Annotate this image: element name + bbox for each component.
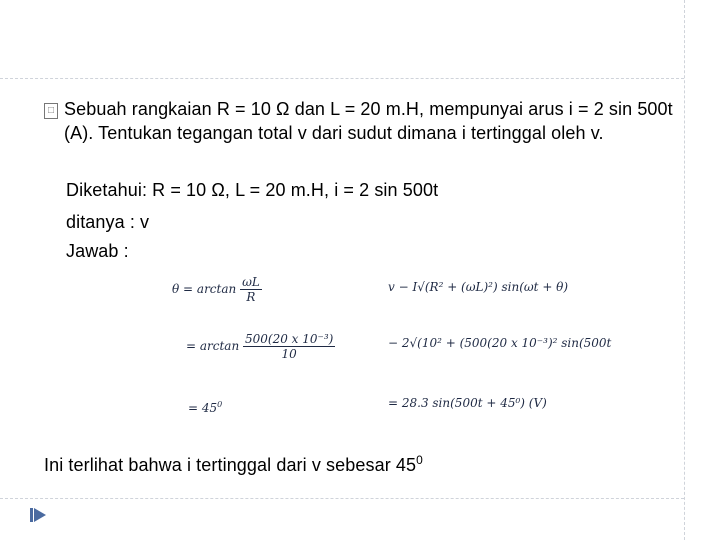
eq-left-line3-text: = 45 [188,401,218,415]
nav-next-icon[interactable] [34,508,46,522]
eq-left-line2-lhs: = arctan [186,339,240,353]
conclusion-text: Ini terlihat bahwa i tertinggal dari v sebesar 45 [44,455,417,475]
top-divider [0,78,684,79]
conclusion-line [44,448,423,477]
eq-left-line1-fraction [240,275,262,304]
eq-left-line1-den: R [246,290,256,304]
eq-left-line2 [186,332,335,361]
right-divider [684,0,685,540]
eq-right-line3: = 28.3 sin(500t + 45⁰) (V) [388,396,547,410]
eq-left-line1-num: ωL [242,275,260,289]
eq-left-line2-den: 10 [281,347,297,361]
conclusion-sup: 0 [416,453,423,467]
asked-line: ditanya : v [66,212,150,232]
bullet-icon: □ [44,103,58,119]
answer-label: Jawab : [66,241,129,261]
bottom-divider [0,498,684,499]
nav-bar-icon[interactable] [30,508,33,522]
eq-left-line2-fraction [243,332,335,361]
eq-left-line3-sup: 0 [217,400,223,409]
given-line: Diketahui: R = 10 Ω, L = 20 m.H, i = 2 sin 500t [66,180,439,200]
eq-left-line1-lhs: θ = arctan [172,282,237,296]
eq-right-line1: v − I√(R² + (ωL)²) sin(ωt + θ) [388,280,569,294]
eq-left-line3 [188,400,222,415]
eq-left-line1 [172,275,262,304]
problem-statement: Sebuah rangkaian R = 10 Ω dan L = 20 m.H, mempunyai arus i = 2 sin 500t (A). Tentukan tegangan total v dari sudut dimana i tertinggal oleh v. [64,99,673,143]
eq-right-line2: − 2√(10² + (500(20 x 10⁻³)² sin(500t [388,336,612,350]
eq-left-line2-num: 500(20 x 10⁻³) [245,332,334,346]
